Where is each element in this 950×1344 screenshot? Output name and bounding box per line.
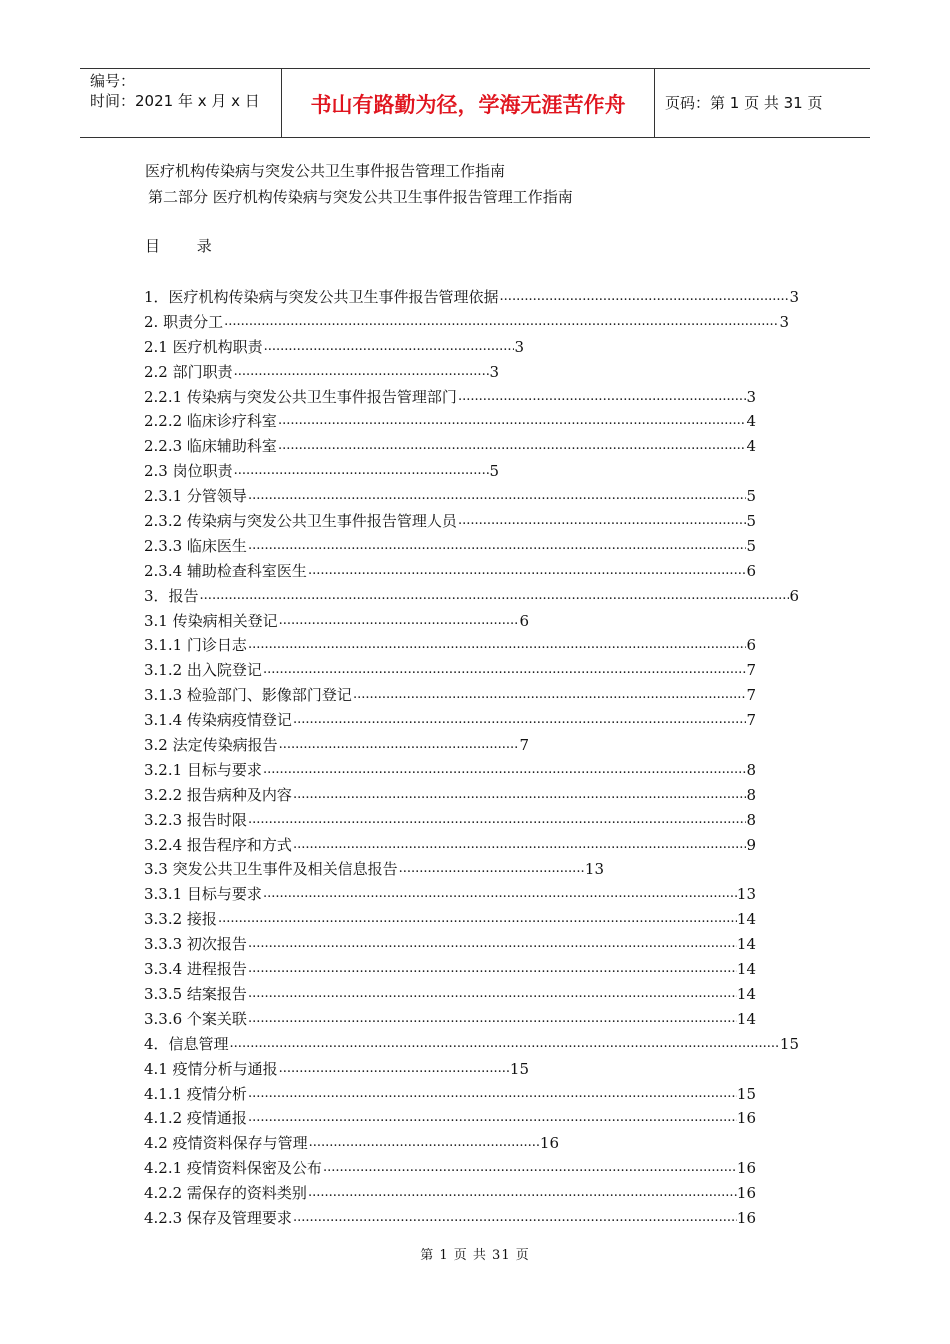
toc-dot-leader bbox=[262, 660, 747, 680]
document-title: 医疗机构传染病与突发公共卫生事件报告管理工作指南 bbox=[145, 162, 506, 180]
toc-dot-leader bbox=[263, 337, 515, 357]
toc-entry-line bbox=[144, 783, 756, 805]
toc-entry[interactable] bbox=[144, 335, 804, 360]
toc-entry[interactable] bbox=[144, 733, 804, 758]
toc-entry-title: 3.3 突发公共卫生事件及相关信息报告 bbox=[144, 860, 398, 879]
toc-entry[interactable] bbox=[144, 385, 804, 410]
toc-entry-title: 2. 职责分工 bbox=[144, 312, 224, 331]
toc-dot-leader bbox=[247, 810, 747, 830]
toc-entry-line bbox=[144, 360, 499, 382]
toc-dot-leader bbox=[292, 835, 747, 855]
toc-dot-leader bbox=[262, 884, 737, 904]
toc-entry[interactable] bbox=[144, 360, 804, 385]
toc-entry-page-number: 14 bbox=[736, 960, 756, 979]
toc-entry[interactable] bbox=[144, 683, 804, 708]
header-page-number: 页码：第 1 页 共 31 页 bbox=[665, 94, 823, 112]
table-of-contents bbox=[144, 285, 804, 1231]
toc-dot-leader bbox=[247, 1009, 737, 1029]
toc-entry-page-number: 5 bbox=[746, 536, 756, 555]
toc-entry[interactable] bbox=[144, 1057, 804, 1082]
toc-entry-page-number: 7 bbox=[519, 736, 529, 755]
toc-entry-title: 4.1.2 疫情通报 bbox=[144, 1109, 247, 1128]
toc-entry-page-number: 6 bbox=[746, 636, 756, 655]
toc-entry-title: 2.2.3 临床辅助科室 bbox=[144, 437, 277, 456]
toc-entry-title: 4.1 疫情分析与通报 bbox=[144, 1059, 278, 1078]
toc-entry[interactable] bbox=[144, 1206, 804, 1231]
toc-dot-leader bbox=[292, 785, 747, 805]
toc-entry[interactable] bbox=[144, 658, 804, 683]
toc-entry-page-number: 8 bbox=[746, 810, 756, 829]
toc-dot-leader bbox=[247, 1084, 737, 1104]
toc-entry-page-number: 3 bbox=[489, 362, 499, 381]
toc-dot-leader bbox=[277, 436, 747, 456]
document-subtitle: 第二部分 医疗机构传染病与突发公共卫生事件报告管理工作指南 bbox=[148, 188, 573, 206]
toc-entry-title: 1．医疗机构传染病与突发公共卫生事件报告管理依据 bbox=[144, 288, 499, 306]
toc-entry-title: 3.3.5 结案报告 bbox=[144, 984, 247, 1003]
toc-dot-leader bbox=[307, 561, 747, 581]
toc-entry-title: 4.2.2 需保存的资料类别 bbox=[144, 1184, 307, 1203]
toc-entry-page-number: 3 bbox=[746, 387, 756, 406]
toc-entry-title: 2.3.2 传染病与突发公共卫生事件报告管理人员 bbox=[144, 512, 457, 531]
toc-entry-line bbox=[144, 1156, 756, 1178]
page-header bbox=[80, 68, 870, 138]
toc-entry-title: 4.1.1 疫情分析 bbox=[144, 1084, 247, 1103]
toc-entry-title: 2.3.1 分管领导 bbox=[144, 487, 247, 506]
toc-entry[interactable] bbox=[144, 857, 804, 882]
toc-dot-leader bbox=[308, 1133, 540, 1153]
toc-entry[interactable] bbox=[144, 609, 804, 634]
toc-entry-title: 3.3.2 接报 bbox=[144, 910, 217, 929]
toc-dot-leader bbox=[352, 685, 747, 705]
toc-entry-title: 3.2.1 目标与要求 bbox=[144, 760, 262, 779]
toc-entry-line bbox=[144, 808, 756, 830]
toc-entry-line bbox=[144, 385, 756, 407]
toc-dot-leader bbox=[229, 1034, 780, 1054]
toc-entry-page-number: 16 bbox=[736, 1208, 756, 1227]
toc-entry-page-number: 14 bbox=[736, 1009, 756, 1028]
toc-entry[interactable] bbox=[144, 1106, 804, 1131]
toc-entry-page-number: 16 bbox=[736, 1109, 756, 1128]
toc-entry-page-number: 3 bbox=[514, 337, 524, 356]
toc-entry-title: 4.2.1 疫情资料保密及公布 bbox=[144, 1159, 322, 1178]
toc-entry-line bbox=[144, 310, 789, 332]
toc-entry[interactable] bbox=[144, 1131, 804, 1156]
toc-entry-title: 3.1.2 出入院登记 bbox=[144, 661, 262, 680]
toc-entry-title: 3.1 传染病相关登记 bbox=[144, 611, 278, 630]
toc-entry-title: 4.2.3 保存及管理要求 bbox=[144, 1208, 292, 1227]
toc-entry-line bbox=[144, 1131, 559, 1153]
toc-dot-leader bbox=[307, 1183, 737, 1203]
toc-entry-page-number: 8 bbox=[746, 785, 756, 804]
header-right-cell bbox=[655, 69, 870, 137]
toc-dot-leader bbox=[223, 312, 779, 332]
toc-dot-leader bbox=[247, 635, 747, 655]
toc-entry-title: 3.2.3 报告时限 bbox=[144, 810, 247, 829]
document-date-label: 时间：2021 年 x 月 x 日 bbox=[90, 92, 260, 110]
toc-entry-line bbox=[144, 833, 756, 855]
toc-entry-line bbox=[144, 584, 799, 606]
toc-entry[interactable] bbox=[144, 484, 804, 509]
toc-entry[interactable] bbox=[144, 459, 804, 484]
toc-dot-leader bbox=[247, 959, 737, 979]
toc-entry-title: 3.2.4 报告程序和方式 bbox=[144, 835, 292, 854]
toc-entry[interactable] bbox=[144, 882, 804, 907]
toc-entry-line bbox=[144, 882, 756, 904]
toc-entry[interactable] bbox=[144, 509, 804, 534]
toc-entry-line bbox=[144, 609, 529, 631]
toc-dot-leader bbox=[247, 536, 747, 556]
toc-entry-line bbox=[144, 285, 799, 307]
toc-entry-line bbox=[144, 932, 756, 954]
toc-dot-leader bbox=[278, 611, 520, 631]
toc-entry-line bbox=[144, 409, 756, 431]
document-number-label: 编号： bbox=[90, 72, 136, 90]
toc-entry[interactable] bbox=[144, 1181, 804, 1206]
toc-entry[interactable] bbox=[144, 957, 804, 982]
toc-entry-line bbox=[144, 1032, 799, 1054]
toc-entry[interactable] bbox=[144, 434, 804, 459]
toc-entry[interactable] bbox=[144, 1007, 804, 1032]
toc-dot-leader bbox=[457, 511, 747, 531]
toc-entry[interactable] bbox=[144, 833, 804, 858]
toc-entry-title: 2.2.1 传染病与突发公共卫生事件报告管理部门 bbox=[144, 387, 457, 406]
toc-entry-title: 3.3.4 进程报告 bbox=[144, 960, 247, 979]
toc-entry-page-number: 16 bbox=[736, 1159, 756, 1178]
toc-entry-line bbox=[144, 434, 756, 456]
toc-entry-title: 2.2 部门职责 bbox=[144, 362, 233, 381]
toc-entry-page-number: 5 bbox=[746, 487, 756, 506]
toc-entry-line bbox=[144, 509, 756, 531]
toc-entry-line bbox=[144, 1007, 756, 1029]
toc-dot-leader bbox=[278, 1059, 510, 1079]
toc-entry[interactable] bbox=[144, 310, 804, 335]
toc-entry-page-number: 7 bbox=[746, 661, 756, 680]
toc-dot-leader bbox=[277, 411, 747, 431]
toc-entry-line bbox=[144, 1181, 756, 1203]
toc-entry[interactable] bbox=[144, 932, 804, 957]
toc-entry-line bbox=[144, 733, 529, 755]
toc-entry-page-number: 15 bbox=[779, 1034, 799, 1053]
toc-entry-page-number: 14 bbox=[736, 984, 756, 1003]
toc-dot-leader bbox=[292, 710, 747, 730]
toc-entry-line bbox=[144, 1206, 756, 1228]
toc-entry-title: 3．报告 bbox=[144, 586, 199, 605]
toc-entry-line bbox=[144, 459, 499, 481]
toc-entry[interactable] bbox=[144, 783, 804, 808]
toc-entry[interactable] bbox=[144, 907, 804, 932]
toc-dot-leader bbox=[233, 362, 490, 382]
toc-entry-title: 3.3.6 个案关联 bbox=[144, 1009, 247, 1028]
toc-entry[interactable] bbox=[144, 285, 804, 310]
toc-entry[interactable] bbox=[144, 808, 804, 833]
toc-entry[interactable] bbox=[144, 758, 804, 783]
toc-entry-line bbox=[144, 683, 756, 705]
toc-dot-leader bbox=[217, 909, 737, 929]
page-footer: 第 1 页 共 31 页 bbox=[420, 1248, 530, 1263]
toc-dot-leader bbox=[322, 1158, 737, 1178]
toc-entry-line bbox=[144, 633, 756, 655]
header-left-cell bbox=[80, 69, 282, 137]
toc-entry-page-number: 14 bbox=[736, 910, 756, 929]
toc-dot-leader bbox=[499, 287, 790, 307]
toc-entry-line bbox=[144, 484, 756, 506]
toc-entry-title: 4．信息管理 bbox=[144, 1034, 229, 1053]
toc-entry-page-number: 8 bbox=[746, 760, 756, 779]
toc-entry[interactable] bbox=[144, 1032, 804, 1057]
toc-entry-line bbox=[144, 658, 756, 680]
toc-entry-page-number: 9 bbox=[746, 835, 756, 854]
toc-entry-line bbox=[144, 559, 756, 581]
toc-entry-page-number: 4 bbox=[746, 412, 756, 431]
toc-entry-page-number: 13 bbox=[736, 885, 756, 904]
toc-dot-leader bbox=[278, 735, 520, 755]
toc-entry-line bbox=[144, 907, 756, 929]
toc-entry-title: 2.3 岗位职责 bbox=[144, 462, 233, 481]
toc-entry-page-number: 6 bbox=[789, 586, 799, 605]
toc-entry-title: 2.3.3 临床医生 bbox=[144, 536, 247, 555]
toc-entry-line bbox=[144, 857, 604, 879]
toc-dot-leader bbox=[247, 1108, 737, 1128]
toc-entry-page-number: 15 bbox=[736, 1084, 756, 1103]
toc-entry-title: 3.2.2 报告病种及内容 bbox=[144, 785, 292, 804]
toc-entry[interactable] bbox=[144, 982, 804, 1007]
toc-entry-title: 2.1 医疗机构职责 bbox=[144, 337, 263, 356]
toc-entry-page-number: 13 bbox=[584, 860, 604, 879]
toc-dot-leader bbox=[247, 984, 737, 1004]
toc-entry[interactable] bbox=[144, 584, 804, 609]
toc-entry[interactable] bbox=[144, 534, 804, 559]
toc-entry-page-number: 16 bbox=[736, 1184, 756, 1203]
toc-entry-title: 3.1.3 检验部门、影像部门登记 bbox=[144, 686, 352, 705]
toc-entry-title: 3.3.3 初次报告 bbox=[144, 935, 247, 954]
toc-entry[interactable] bbox=[144, 1156, 804, 1181]
toc-entry-line bbox=[144, 758, 756, 780]
toc-entry[interactable] bbox=[144, 708, 804, 733]
toc-entry[interactable] bbox=[144, 409, 804, 434]
toc-entry-page-number: 16 bbox=[539, 1134, 559, 1153]
toc-entry-page-number: 6 bbox=[519, 611, 529, 630]
toc-dot-leader bbox=[292, 1208, 737, 1228]
header-motto: 书山有路勤为径，学海无涯苦作舟 bbox=[310, 93, 626, 117]
toc-entry-line bbox=[144, 957, 756, 979]
toc-dot-leader bbox=[199, 586, 790, 606]
toc-dot-leader bbox=[247, 934, 737, 954]
toc-entry-page-number: 3 bbox=[779, 312, 789, 331]
toc-entry-title: 3.1.4 传染病疫情登记 bbox=[144, 711, 292, 730]
toc-entry-title: 4.2 疫情资料保存与管理 bbox=[144, 1134, 308, 1153]
toc-entry-page-number: 7 bbox=[746, 711, 756, 730]
toc-entry-line bbox=[144, 1106, 756, 1128]
toc-entry-line bbox=[144, 534, 756, 556]
toc-dot-leader bbox=[398, 859, 585, 879]
toc-dot-leader bbox=[247, 486, 747, 506]
toc-dot-leader bbox=[457, 387, 747, 407]
toc-entry-page-number: 5 bbox=[746, 512, 756, 531]
toc-entry-page-number: 3 bbox=[789, 288, 799, 306]
toc-dot-leader bbox=[233, 461, 490, 481]
header-middle-cell bbox=[282, 69, 655, 137]
toc-entry-page-number: 15 bbox=[509, 1059, 529, 1078]
toc-entry-title: 2.3.4 辅助检查科室医生 bbox=[144, 561, 307, 580]
toc-entry-line bbox=[144, 1057, 529, 1079]
toc-entry-title: 3.2 法定传染病报告 bbox=[144, 736, 278, 755]
toc-entry[interactable] bbox=[144, 559, 804, 584]
toc-entry-line bbox=[144, 982, 756, 1004]
toc-entry-page-number: 14 bbox=[736, 935, 756, 954]
toc-entry-page-number: 6 bbox=[746, 561, 756, 580]
toc-entry-page-number: 5 bbox=[489, 462, 499, 481]
toc-dot-leader bbox=[262, 760, 747, 780]
toc-entry-line bbox=[144, 708, 756, 730]
toc-entry-page-number: 7 bbox=[746, 686, 756, 705]
toc-entry-line bbox=[144, 335, 524, 357]
toc-entry-page-number: 4 bbox=[746, 437, 756, 456]
toc-entry-title: 3.3.1 目标与要求 bbox=[144, 885, 262, 904]
toc-entry[interactable] bbox=[144, 1082, 804, 1107]
toc-entry-line bbox=[144, 1082, 756, 1104]
toc-entry[interactable] bbox=[144, 633, 804, 658]
toc-entry-title: 3.1.1 门诊日志 bbox=[144, 636, 247, 655]
toc-entry-title: 2.2.2 临床诊疗科室 bbox=[144, 412, 277, 431]
toc-heading: 目 录 bbox=[145, 237, 228, 255]
